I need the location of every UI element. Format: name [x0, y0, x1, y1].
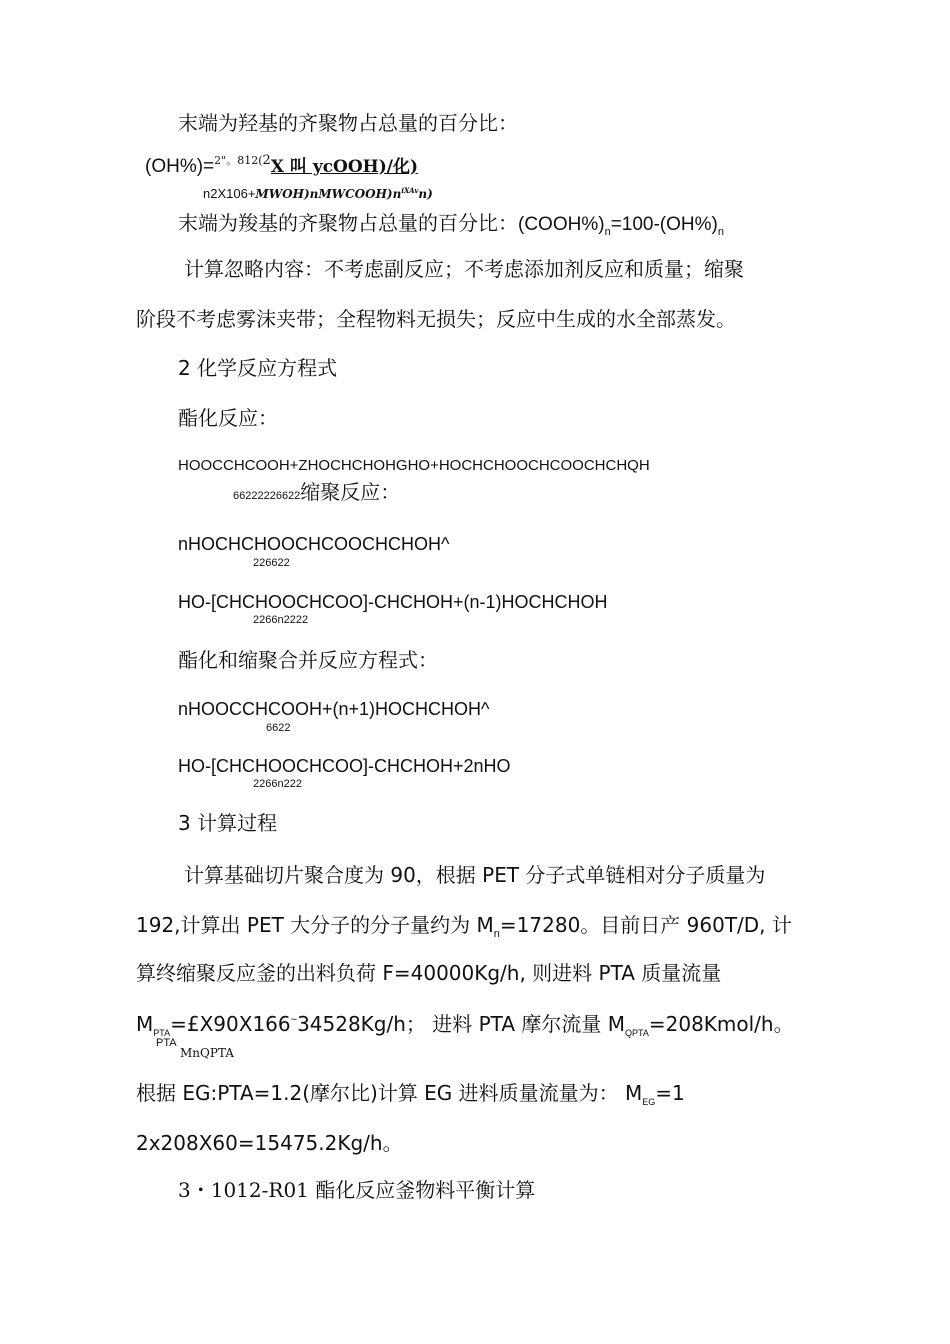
eg-flow-line-2: 2x208X60=15475.2Kg/h。 [136, 1131, 403, 1155]
formula-numerator: X 叫 ycOOH)/化) [270, 157, 419, 177]
section-3-heading: 3 计算过程 [178, 811, 278, 835]
oh-percent-description: 末端为羟基的齐聚物占总量的百分比： [178, 111, 518, 135]
denominator-part-c: iXAv [401, 186, 419, 195]
cooh-formula-subscript-2: n [717, 226, 724, 238]
pta-under-formula: MnQPTA [180, 1046, 234, 1060]
eg-flow-text: 根据 EG:PTA=1.2(摩尔比)计算 EG 进料质量流量为： M [136, 1081, 643, 1105]
cooh-percent-line [178, 211, 724, 238]
eg-flow-line-1 [136, 1081, 685, 1107]
ignore-conditions-line-2: 阶段不考虑雾沫夹带；全程物料无损失；反应中生成的水全部蒸发。 [136, 307, 736, 331]
combined-equation-2-subscripts: 2266n222 [253, 778, 302, 790]
polycondensation-equation-1-subscripts: 226622 [253, 557, 290, 569]
esterification-title: 酯化反应： [178, 406, 278, 430]
calculation-basis-line-1: 计算基础切片聚合度为 90，根据 PET 分子式单链相对分子质量为 [184, 863, 766, 887]
pta-mass-symbol: M [136, 1012, 154, 1036]
section-2-heading: 2 化学反应方程式 [178, 356, 338, 380]
polycondensation-equation-1: nHOCHCHOOCHCOOCHCHOH^ [178, 534, 450, 554]
combined-equation-1-subscripts: 6622 [266, 722, 291, 734]
pta-mass-subscript: PTA [153, 1028, 171, 1038]
polycondensation-title: 缩聚反应： [300, 480, 401, 504]
calculation-basis-line-3: 算终缩聚反应釜的出料负荷 F=40000Kg/h, 则进料 PTA 质量流量 [136, 961, 722, 985]
oh-percent-formula: (OH%)=$^{2"。812(2}$X 叫 ycOOH)/化) [145, 153, 419, 177]
calc-line-2-text: 192,计算出 PET 大分子的分子量约为 M [136, 913, 494, 937]
section-3-1-heading: 3・1012-R01 酯化反应釜物料平衡计算 [178, 1178, 536, 1202]
pta-molar-subscript: QPTA [625, 1028, 649, 1038]
esterification-subscripts: 66222226622 [233, 490, 301, 502]
cooh-percent-description: 末端为羧基的齐聚物占总量的百分比： [178, 211, 518, 235]
esterification-subscripts-line [233, 482, 400, 502]
pta-flow-line: $M_{PTA}=£X90X166^\sim 34528Kg/h$； 进料 PTA 摩尔流量 $M_{QPTA}=208Kmol/h$。 [136, 1012, 794, 1038]
formula-lhs: (OH%)= [145, 156, 215, 177]
denominator-part-a: n2X106+ [203, 186, 256, 201]
calculation-basis-line-2 [136, 913, 792, 940]
calc-line-2-subscript: n [493, 928, 500, 940]
cooh-formula-subscript: n [604, 226, 611, 238]
calc-line-2-rest: =17280。目前日产 960T/D, 计 [499, 913, 792, 937]
pta-mass-value: 34528Kg/h； 进料 PTA 摩尔流量 M [297, 1012, 626, 1036]
cooh-formula: (COOH%) [518, 214, 605, 235]
denominator-part-b: MWOH)nMWCOOH)n [255, 187, 402, 201]
ignore-conditions-line-1: 计算忽略内容：不考虑副反应；不考虑添加剂反应和质量；缩聚 [184, 257, 744, 281]
pta-mass-expression: =£X90X166 [170, 1012, 291, 1036]
pta-under-label: PTA [156, 1037, 177, 1049]
combined-equation-1: nHOOCCHCOOH+(n+1)HOCHCHOH^ [178, 699, 490, 719]
esterification-equation: HOOCCHCOOH+ZHOCHCHOHGHO+HOCHCHOOCHCOOCHCHQH [178, 457, 650, 474]
oh-percent-denominator [203, 185, 433, 201]
polycondensation-equation-2-subscripts: 2266n2222 [253, 614, 309, 626]
pta-molar-value: =208Kmol/h。 [648, 1012, 794, 1036]
polycondensation-equation-2: HO-[CHCHOOCHCOO]-CHCHOH+(n-1)HOCHCHOH [178, 592, 608, 612]
combined-equation-2: HO-[CHCHOOCHCOO]-CHCHOH+2nHO [178, 756, 511, 776]
combined-reaction-title: 酯化和缩聚合并反应方程式： [178, 648, 438, 672]
cooh-formula-rest: =100-(OH%) [610, 214, 718, 235]
eg-flow-value-start: =1 [655, 1081, 685, 1105]
denominator-part-d: n) [418, 187, 433, 201]
eg-flow-subscript: EG [642, 1097, 656, 1107]
formula-numerator-garble: 2"。812 [214, 154, 259, 167]
